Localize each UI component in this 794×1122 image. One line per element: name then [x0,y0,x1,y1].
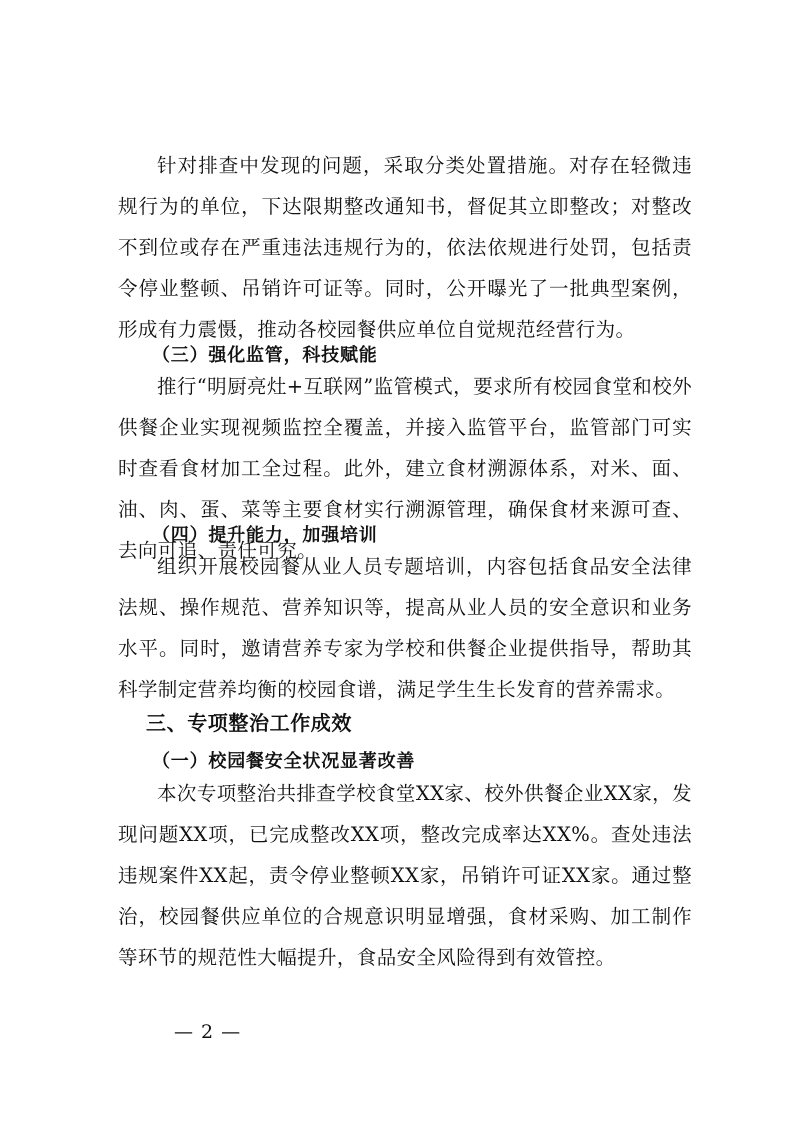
subheading-capacity-training: （四）提升能力，加强培训 [152,525,378,546]
paragraph-handling-measures: 针对排查中发现的问题，采取分类处置措施。对存在轻微违规行为的单位，下达限期整改通知书，督促其立即整改；对整改不到位或存在严重违法违规行为的，依法依规进行处罚，包括责令停业整顿、吊销许可证等。同时，公开曝光了一批典型案例，形成有力震慑，推动各校园餐供应单位自觉规范经营行为。 [118,154,692,341]
page-number: — 2 — [174,1021,242,1043]
paragraph-rectification-statistics: 本次专项整治共排查学校食堂XX家、校外供餐企业XX家，发现问题XX项，已完成整改XX项，整改完成率达XX%。查处违法违规案件XX起，责令停业整顿XX家，吊销许可证XX家。通过整治，校园餐供应单位的合规意识明显增强，食材采购、加工制作等环节的规范性大幅提升，食品安全风险得到有效管控。 [118,782,692,969]
subheading-strengthen-supervision: （三）强化监管，科技赋能 [152,345,378,366]
paragraph-staff-training: 组织开展校园餐从业人员专题培训，内容包括食品安全法律法规、操作规范、营养知识等，提高从业人员的安全意识和业务水平。同时，邀请营养专家为学校和供餐企业提供指导，帮助其科学制定营养均衡的校园食谱，满足学生生长发育的营养需求。 [118,555,692,701]
subheading-safety-improved: （一）校园餐安全状况显著改善 [152,751,416,772]
section-heading-results: 三、专项整治工作成效 [146,711,352,735]
paragraph-kitchen-monitoring: 推行“明厨亮灶+互联网”监管模式，要求所有校园食堂和校外供餐企业实现视频监控全覆盖，并接入监管平台，监管部门可实时查看食材加工全过程。此外，建立食材溯源体系，对米、面、油、肉、蛋、菜等主要食材实行溯源管理，确保食材来源可查、去向可追、责任可究。 [118,375,692,562]
